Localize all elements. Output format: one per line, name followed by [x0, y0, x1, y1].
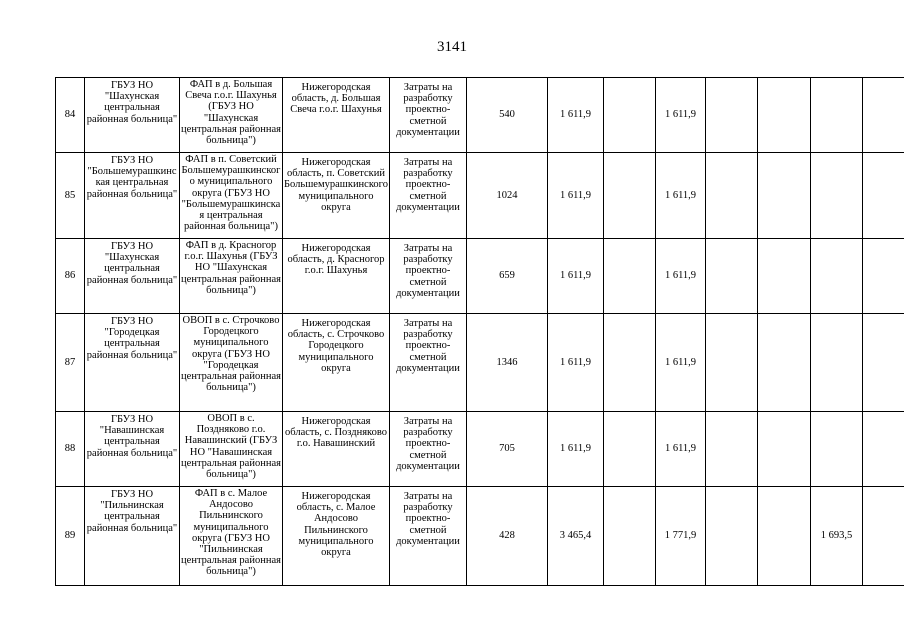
value-cell-8 — [604, 153, 656, 239]
row-number: 85 — [56, 153, 85, 239]
value-cell-6: 1024 — [467, 153, 548, 239]
value-cell-7: 1 611,9 — [548, 239, 604, 314]
facility-cell: ФАП в д. Большая Свеча г.о.г. Шахунья (ГБУЗ НО "Шахунская центральная районная больница") — [180, 78, 283, 153]
purpose-cell: Затраты на разработку проектно-сметной документации — [390, 78, 467, 153]
table-row — [56, 314, 904, 412]
value-cell-11 — [758, 412, 811, 487]
value-cell-10 — [706, 239, 758, 314]
table-row — [56, 78, 904, 153]
value-cell-13 — [863, 487, 904, 586]
value-cell-8 — [604, 314, 656, 412]
organization-cell: ГБУЗ НО "Пильнинская центральная районная больница" — [85, 487, 180, 586]
value-cell-9: 1 611,9 — [656, 78, 706, 153]
value-cell-8 — [604, 78, 656, 153]
value-cell-9: 1 611,9 — [656, 153, 706, 239]
value-cell-7: 1 611,9 — [548, 153, 604, 239]
purpose-cell: Затраты на разработку проектно-сметной документации — [390, 239, 467, 314]
table-row — [56, 487, 904, 586]
organization-cell: ГБУЗ НО "Шахунская центральная районная больница" — [85, 239, 180, 314]
row-number: 89 — [56, 487, 85, 586]
purpose-cell: Затраты на разработку проектно-сметной документации — [390, 314, 467, 412]
row-number: 88 — [56, 412, 85, 487]
value-cell-13 — [863, 412, 904, 487]
value-cell-8 — [604, 412, 656, 487]
value-cell-12: 1 693,5 — [811, 487, 863, 586]
value-cell-12 — [811, 412, 863, 487]
facility-cell: ФАП в с. Малое Андосово Пильнинского муниципального округа (ГБУЗ НО "Пильнинская центральная районная больница") — [180, 487, 283, 586]
facility-cell: ФАП в п. Советский Большемурашкинского муниципального округа (ГБУЗ НО "Большемурашкинская центральная районная больница") — [180, 153, 283, 239]
value-cell-10 — [706, 314, 758, 412]
value-cell-8 — [604, 239, 656, 314]
purpose-cell: Затраты на разработку проектно-сметной документации — [390, 487, 467, 586]
facility-cell: ФАП в д. Красногор г.о.г. Шахунья (ГБУЗ НО "Шахунская центральная районная больница") — [180, 239, 283, 314]
value-cell-10 — [706, 78, 758, 153]
address-cell: Нижегородская область, д. Красногор г.о.г. Шахунья — [283, 239, 390, 314]
value-cell-6: 540 — [467, 78, 548, 153]
value-cell-9: 1 771,9 — [656, 487, 706, 586]
value-cell-6: 659 — [467, 239, 548, 314]
table-row — [56, 239, 904, 314]
row-number: 84 — [56, 78, 85, 153]
value-cell-11 — [758, 487, 811, 586]
value-cell-7: 3 465,4 — [548, 487, 604, 586]
value-cell-7: 1 611,9 — [548, 78, 604, 153]
address-cell: Нижегородская область, д. Большая Свеча г.о.г. Шахунья — [283, 78, 390, 153]
purpose-cell: Затраты на разработку проектно-сметной документации — [390, 412, 467, 487]
value-cell-12 — [811, 78, 863, 153]
value-cell-6: 1346 — [467, 314, 548, 412]
value-cell-7: 1 611,9 — [548, 412, 604, 487]
value-cell-13 — [863, 78, 904, 153]
organization-cell: ГБУЗ НО "Шахунская центральная районная больница" — [85, 78, 180, 153]
value-cell-11 — [758, 239, 811, 314]
row-number: 87 — [56, 314, 85, 412]
table-row — [56, 412, 904, 487]
facility-cell: ОВОП в с. Строчково Городецкого муниципального округа (ГБУЗ НО "Городецкая центральная районная больница") — [180, 314, 283, 412]
value-cell-10 — [706, 487, 758, 586]
value-cell-13 — [863, 314, 904, 412]
value-cell-11 — [758, 153, 811, 239]
value-cell-10 — [706, 153, 758, 239]
value-cell-9: 1 611,9 — [656, 412, 706, 487]
value-cell-9: 1 611,9 — [656, 239, 706, 314]
purpose-cell: Затраты на разработку проектно-сметной документации — [390, 153, 467, 239]
value-cell-13 — [863, 153, 904, 239]
value-cell-6: 705 — [467, 412, 548, 487]
organization-cell: ГБУЗ НО "Большемурашкинская центральная районная больница" — [85, 153, 180, 239]
value-cell-11 — [758, 314, 811, 412]
value-cell-12 — [811, 153, 863, 239]
value-cell-6: 428 — [467, 487, 548, 586]
value-cell-7: 1 611,9 — [548, 314, 604, 412]
value-cell-12 — [811, 239, 863, 314]
value-cell-11 — [758, 78, 811, 153]
budget-table — [55, 77, 904, 586]
table-row — [56, 153, 904, 239]
value-cell-10 — [706, 412, 758, 487]
organization-cell: ГБУЗ НО "Городецкая центральная районная больница" — [85, 314, 180, 412]
address-cell: Нижегородская область, п. Советский Большемурашкинского муниципального округа — [283, 153, 390, 239]
page-number: 3141 — [437, 39, 467, 55]
value-cell-9: 1 611,9 — [656, 314, 706, 412]
value-cell-13 — [863, 239, 904, 314]
row-number: 86 — [56, 239, 85, 314]
organization-cell: ГБУЗ НО "Навашинская центральная районная больница" — [85, 412, 180, 487]
value-cell-12 — [811, 314, 863, 412]
address-cell: Нижегородская область, с. Строчково Городецкого муниципального округа — [283, 314, 390, 412]
address-cell: Нижегородская область, с. Малое Андосово Пильнинского муниципального округа — [283, 487, 390, 586]
facility-cell: ОВОП в с. Поздняково г.о. Навашинский (ГБУЗ НО "Навашинская центральная районная больница") — [180, 412, 283, 487]
value-cell-8 — [604, 487, 656, 586]
address-cell: Нижегородская область, с. Поздняково г.о. Навашинский — [283, 412, 390, 487]
